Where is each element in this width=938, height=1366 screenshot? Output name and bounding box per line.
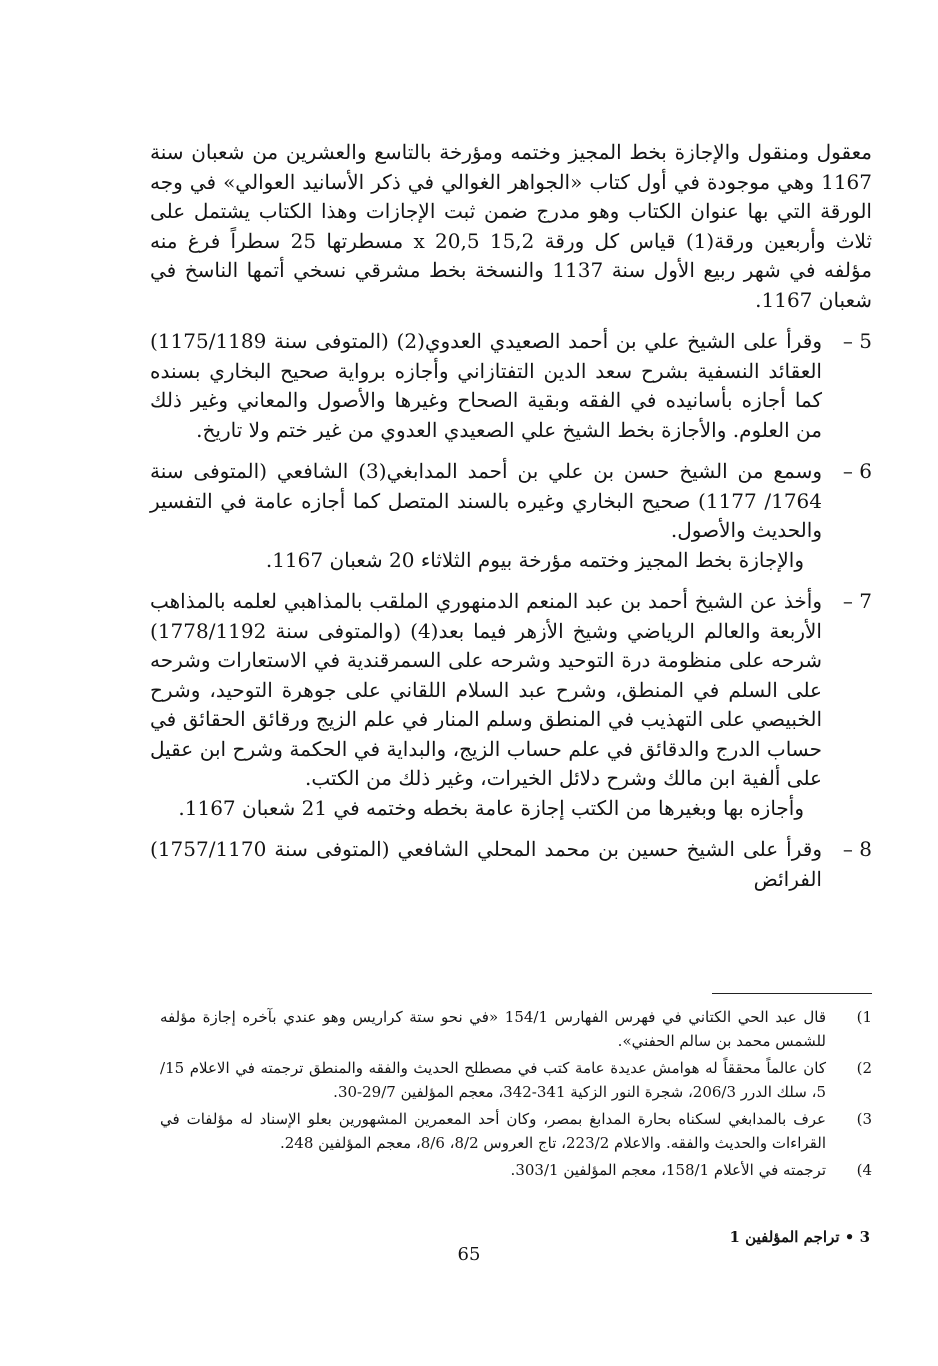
list-item-6: [150, 457, 872, 546]
item-text: وأخذ عن الشيخ أحمد بن عبد المنعم الدمنهوري الملقب بالمذاهبي لعلمه بالمذاهب الأربعة والعالم الرياضي وشيخ الأزهر فيما بعد(4) (والمتوفى سنة 1778/1192) شرحه على منظومة درة التوحيد وشرحه على السمرقندية في الاستعارات وشرحه على السلم في المنطق، وشرح عبد السلام اللقاني على جوهرة التوحيد، وشرح الخبيصي على التهذيب في المنطق وسلم المنار في علم الزيج ورقائق الحقائق في حساب الدرج والدقائق في علم حساب الزيج، والبداية في الحكمة وشرح ابن عقيل على ألفية ابن مالك وشرح دلائل الخيرات، وغير ذلك من الكتب.: [150, 589, 822, 790]
footnote-4: [160, 1158, 872, 1182]
footnote-divider: [712, 993, 872, 994]
signature-label: 3 • تراجم المؤلفين 1: [729, 1228, 870, 1246]
item-text: وسمع من الشيخ حسن بن علي بن أحمد المدابغي(3) الشافعي (المتوفى سنة 1764/ 1177) صحيح البخاري وغيره بالسند المتصل كما أجازه عامة في التفسير والحديث والأصول.: [150, 459, 823, 542]
ijaza-paragraph-6: والإجازة بخط المجيز وختمه مؤرخة بيوم الثلاثاء 20 شعبان 1167.: [265, 547, 804, 572]
item-number: 5 –: [842, 329, 872, 353]
intro-paragraph: معقول ومنقول والإجازة بخط المجيز وختمه ومؤرخة بالتاسع والعشرين من شعبان سنة 1167 وهي موجودة في أول كتاب «الجواهر الغوالي في ذكر الأسانيد العوالي» في وجه الورقة التي بها عنوان الكتاب وهو مدرج ضمن ثبت الإجازات وهذا الكتاب يشتمل على ثلاث وأربعين ورقة(1) قياس كل ورقة 15,2 x 20,5 مسطرتها 25 سطراً فرغ منه مؤلفه في شهر ربيع الأول سنة 1137 والنسخة بخط مشرقي نسخي أتمها الناسخ في شعبان 1167.: [150, 140, 873, 312]
item-text: وقرأ على الشيخ علي بن أحمد الصعيدي العدوي(2) (المتوفى سنة 1175/1189) العقائد النسفية بشرح سعد الدين التفتازاني وأجازه برواية صحيح البخاري بسنده كما أجازه بأسانيده في الفقه وبقية الصحاح وغيرها والأصول والمعاني وغير ذلك من العلوم. والأجازة بخط الشيخ علي الصعيدي العدوي من غير ختم ولا تاريخ.: [150, 329, 822, 442]
item-text: وقرأ على الشيخ حسين بن محمد المحلي الشافعي (المتوفى سنة 1757/1170) الفرائض: [150, 837, 822, 891]
footnote-text: كان عالماً محققاً له هوامش عديدة عامة كتب في مصطلح الحديث والفقه والمنطق ترجمته في الاعلام 15/ 5، سلك الدرر 206/3، شجرة النور الزكية 341-342، معجم المؤلفين 29/7-30.: [160, 1059, 826, 1101]
footnote-number: 3): [856, 1110, 872, 1128]
footnotes: [160, 1005, 872, 1185]
item-number: 6 –: [842, 459, 872, 483]
footnote-number: 4): [856, 1161, 872, 1179]
footnote-text: عرف بالمدابغي لسكناه بحارة المدابغ بمصر، وكان أحد المعمرين المشهورين بعلو الإسناد له مؤلفات في القراءات والحديث والفقه. والاعلام 223/2، تاج العروس 8/2، 8/6، معجم المؤلفين 248.: [160, 1110, 826, 1152]
footnote-3: [160, 1107, 872, 1155]
footnote-text: ترجمته في الأعلام 158/1، معجم المؤلفين 303/1.: [510, 1161, 826, 1179]
main-text: [150, 138, 872, 894]
footnote-1: [160, 1005, 872, 1053]
list-item-7: [150, 587, 872, 794]
footnote-2: [160, 1056, 872, 1104]
footnote-text: قال عبد الحي الكتاني في فهرس الفهارس 154/1 «في نحو ستة كراريس وهو عندي بآخره إجازة مؤلفه للشمس محمد بن سالم الحفني».: [160, 1008, 826, 1050]
list-item-5: [150, 327, 872, 445]
ijaza-paragraph-7: وأجازه بها وبغيرها من الكتب إجازة عامة بخطه وختمه في 21 شعبان 1167.: [178, 795, 804, 820]
item-number: 8 –: [842, 837, 872, 861]
item-number: 7 –: [842, 589, 872, 613]
page-number: 65: [457, 1244, 481, 1265]
footnote-number: 2): [856, 1059, 872, 1077]
list-item-8: [150, 835, 872, 894]
footnote-number: 1): [856, 1008, 872, 1026]
